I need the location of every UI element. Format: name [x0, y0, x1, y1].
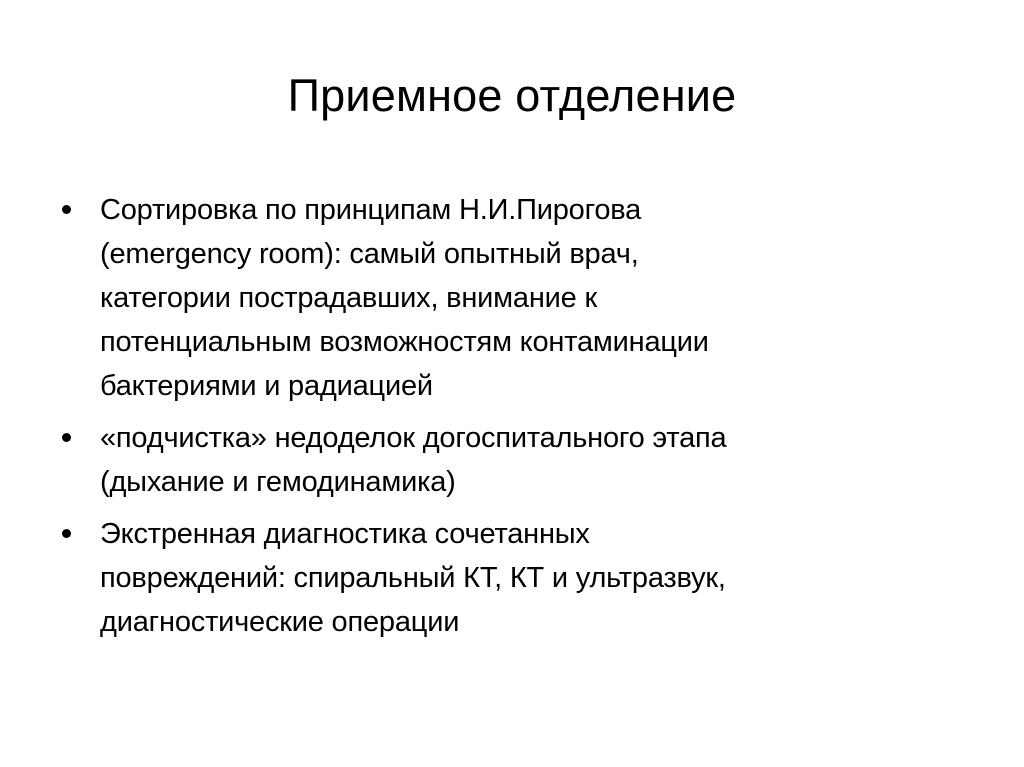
bullet-line: «подчистка» недоделок догоспитального этапа: [100, 422, 727, 454]
bullet-line: диагностические операции: [100, 606, 460, 638]
bullet-line: бактериями и радиацией: [100, 370, 433, 402]
bullet-line: (emergency room): самый опытный врач,: [100, 238, 639, 270]
bullet-line: потенциальным возможностям контаминации: [100, 326, 709, 358]
slide-title: Приемное отделение: [287, 70, 737, 121]
bullet-item: [60, 512, 980, 644]
bullet-dot-icon: [62, 205, 71, 214]
bullet-list: [60, 188, 980, 652]
bullet-line: Сортировка по принципам Н.И.Пирогова: [100, 194, 642, 226]
bullet-line: Экстренная диагностика сочетанных: [100, 518, 590, 550]
bullet-line: (дыхание и гемодинамика): [100, 466, 456, 498]
bullet-line: категории пострадавших, внимание к: [100, 282, 597, 314]
bullet-dot-icon: [62, 433, 71, 442]
bullet-item: [60, 188, 980, 408]
bullet-line: повреждений: спиральный КТ, КТ и ультразвук,: [100, 562, 726, 594]
bullet-dot-icon: [62, 529, 71, 538]
bullet-item: [60, 416, 980, 504]
